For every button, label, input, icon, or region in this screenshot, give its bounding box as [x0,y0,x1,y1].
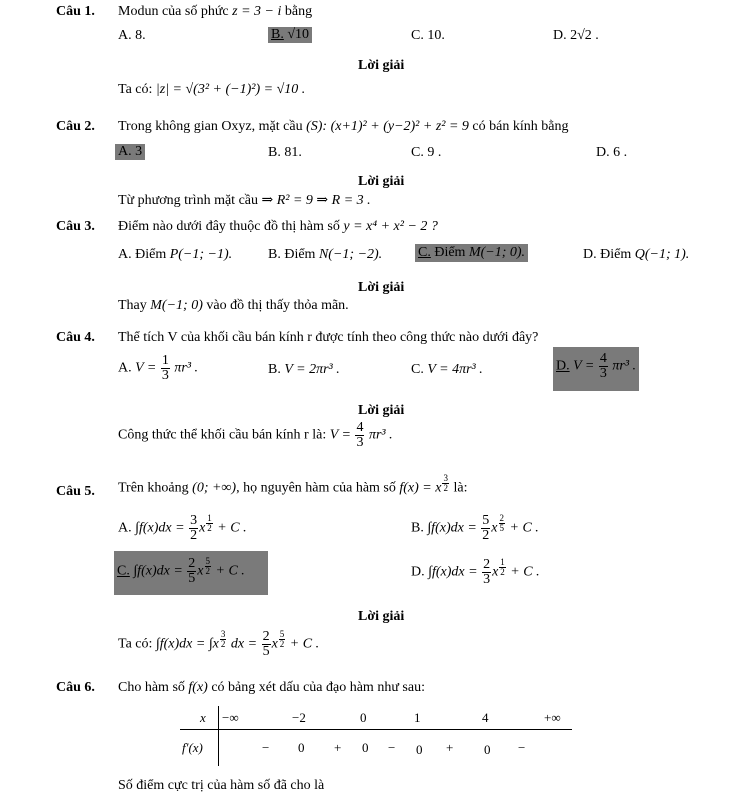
q4-option-d[interactable]: D. V = $\frac{4}{3}$ πr³ . [553,347,639,391]
q5-solution: Ta có: ∫f(x)dx = ∫x $^{\frac{3}{2}}$ dx = $\frac{2}{5}$ x $^{\frac{5}{2}}$ + C . [118,629,320,659]
q5-label: Câu 5. [56,484,95,499]
sign-table-fprime-label: f′(x) [182,740,203,755]
q5-option-a[interactable]: A. ∫f(x)dx = $\frac{3}{2}$ x $^{\frac{1}{2}}$ + C . [118,513,247,543]
q5-solution-title: Lời giải [358,609,405,624]
q2-label: Câu 2. [56,119,95,134]
q1-option-c[interactable]: C. 10. [411,28,445,43]
q1-expr: z = 3 − i [232,4,282,19]
q6-stem: Cho hàm số f(x) có bảng xét dấu của đạo hàm như sau: [118,680,425,695]
q2-option-c[interactable]: C. 9 . [411,145,442,160]
q2-stem: Trong không gian Oxyz, mặt cầu (S): (x+1)² + (y−2)² + z² = 9 có bán kính bằng [118,119,569,134]
x-value: −2 [292,710,306,725]
q5-option-b[interactable]: B. ∫f(x)dx = $\frac{5}{2}$ x $^{\frac{2}{5}}$ + C . [411,513,539,543]
sign-table [180,706,572,766]
q3-option-d[interactable]: D. Điểm Q(−1; 1). [583,247,690,262]
x-value: 4 [482,710,489,725]
sign-cell: − [262,740,270,755]
q2-option-a[interactable]: A. 3 [115,144,145,160]
q1-option-d[interactable]: D. 2√2 . [553,28,599,43]
q3-solution-title: Lời giải [358,280,405,295]
q3-option-a[interactable]: A. Điểm P(−1; −1). [118,247,233,262]
q4-option-c[interactable]: C. V = 4πr³ . [411,362,483,377]
q1-label: Câu 1. [56,4,95,19]
x-value: −∞ [222,710,239,725]
sign-table-hline [180,729,572,730]
q3-label: Câu 3. [56,219,95,234]
sign-table-x-label: x [200,710,206,725]
q1-option-b[interactable]: B. √10 [268,27,312,43]
q1-solution-title: Lời giải [358,58,405,73]
q6-label: Câu 6. [56,680,95,695]
q4-option-b[interactable]: B. V = 2πr³ . [268,362,340,377]
q2-option-d[interactable]: D. 6 . [596,145,628,160]
q4-option-a[interactable]: A. V = $\frac{1}{3}$ πr³ . [118,353,199,383]
q6-question: Số điểm cực trị của hàm số đã cho là [118,778,325,793]
q2-solution: Từ phương trình mặt cầu ⇒ R² = 9 ⇒ R = 3 . [118,193,371,208]
q5-stem: Trên khoảng (0; +∞), họ nguyên hàm của hàm số f(x) = x $^{\frac{3}{2}}$ là: [118,473,468,496]
sign-cell: + [446,740,454,755]
x-value: 0 [360,710,367,725]
q2-solution-title: Lời giải [358,174,405,189]
q1-stem: Modun của số phức z = 3 − i bằng [118,4,313,19]
sign-cell: 0 [298,740,305,755]
q3-option-b[interactable]: B. Điểm N(−1; −2). [268,247,383,262]
q4-solution-title: Lời giải [358,403,405,418]
q4-label: Câu 4. [56,330,95,345]
q1-option-a[interactable]: A. 8. [118,28,146,43]
q3-stem: Điểm nào dưới đây thuộc đồ thị hàm số y = x⁴ + x² − 2 ? [118,219,438,234]
q5-option-c[interactable]: C. ∫f(x)dx = $\frac{2}{5}$ x $^{\frac{5}{2}}$ + C . [114,551,268,595]
sign-table-vline [218,706,219,766]
x-value: 1 [414,710,421,725]
sign-cell: 0 [416,742,423,757]
q3-option-c[interactable]: C. Điểm M(−1; 0). [415,244,528,262]
sign-cell: 0 [362,740,369,755]
q4-stem: Thể tích V của khối cầu bán kính r được tính theo công thức nào dưới đây? [118,330,539,345]
sign-cell: − [518,740,526,755]
sign-cell: − [388,740,396,755]
q3-solution: Thay M(−1; 0) vào đồ thị thấy thỏa mãn. [118,298,349,313]
q2-option-b[interactable]: B. 81. [268,145,302,160]
sign-cell: + [334,740,342,755]
sign-cell: 0 [484,742,491,757]
x-value: +∞ [544,710,561,725]
q4-solution: Công thức thể khối cầu bán kính r là: V = $\frac{4}{3}$ πr³ . [118,420,393,450]
q1-solution: Ta có: |z| = √(3² + (−1)²) = √10 . [118,82,306,97]
q5-option-d[interactable]: D. ∫f(x)dx = $\frac{2}{3}$ x $^{\frac{1}{2}}$ + C . [411,557,540,587]
